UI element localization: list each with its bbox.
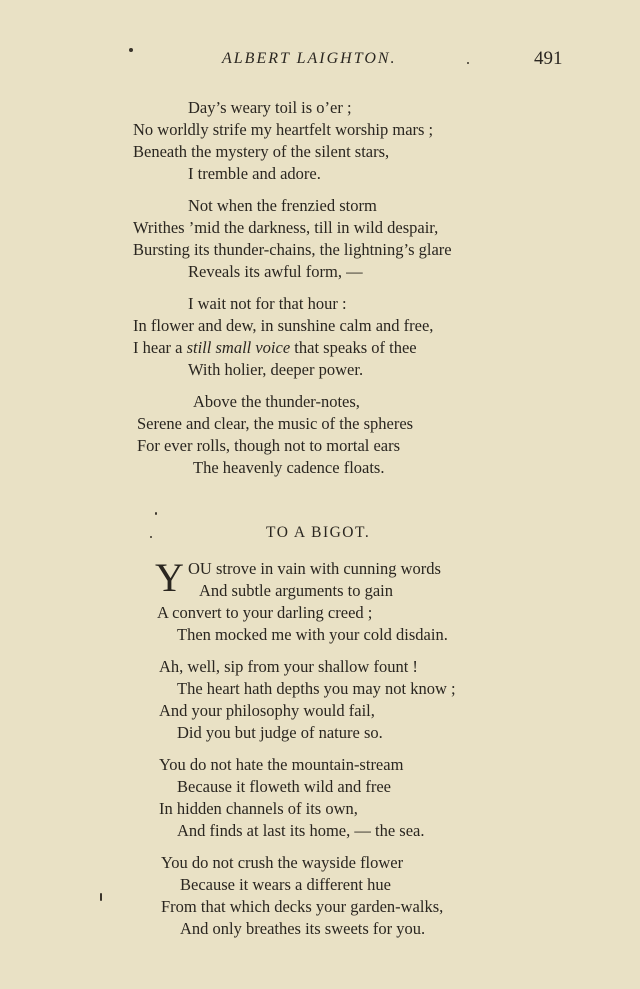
poem-line: In hidden channels of its own, <box>159 799 358 818</box>
poem-line: In flower and dew, in sunshine calm and free, <box>133 316 434 335</box>
poem-line: Beneath the mystery of the silent stars, <box>133 142 390 161</box>
poem-line: Because it floweth wild and free <box>177 777 391 796</box>
poem-line: Writhes ’mid the darkness, till in wild despair, <box>133 218 439 237</box>
print-speck <box>150 536 152 538</box>
poem-line: Did you but judge of nature so. <box>177 723 383 742</box>
poem-line: And subtle arguments to gain <box>199 581 394 600</box>
poem-line: I tremble and adore. <box>188 164 321 183</box>
running-head: ALBERT LAIGHTON. <box>222 50 397 67</box>
poem-line: And finds at last its home, — the sea. <box>177 821 425 840</box>
poem-line: You do not crush the wayside flower <box>161 853 404 872</box>
poem-line: OU strove in vain with cunning words <box>188 559 441 578</box>
poem-line: I wait not for that hour : <box>188 294 347 313</box>
poem-line: Day’s weary toil is o’er ; <box>188 98 352 117</box>
italic-phrase: still small voice <box>186 338 291 357</box>
poem-line: Above the thunder-notes, <box>193 392 360 411</box>
line-text: that speaks of thee <box>290 338 417 357</box>
drop-cap: Y <box>155 555 184 600</box>
poem-line: Serene and clear, the music of the spheres <box>137 414 414 433</box>
poem-line: A convert to your darling creed ; <box>157 603 373 622</box>
page-number: 491 <box>534 48 563 69</box>
poem-line: Ah, well, sip from your shallow fount ! <box>159 657 418 676</box>
line-text: I hear a <box>133 338 187 357</box>
poem-line: The heart hath depths you may not know ; <box>177 679 456 698</box>
poem-line: From that which decks your garden-walks, <box>161 897 444 916</box>
print-speck <box>100 893 102 901</box>
poem-line: And your philosophy would fail, <box>159 701 375 720</box>
poem-line: And only breathes its sweets for you. <box>180 919 426 938</box>
poem-line-emphasis <box>133 338 417 358</box>
poem-line: Bursting its thunder-chains, the lightning’s glare <box>133 240 452 259</box>
poem-line: Reveals its awful form, — <box>188 262 363 281</box>
poem-line: You do not hate the mountain-stream <box>159 755 404 774</box>
print-speck <box>155 512 157 515</box>
print-speck <box>129 48 133 52</box>
poem-line: The heavenly cadence floats. <box>193 458 385 477</box>
poem-title: TO A BIGOT. <box>266 524 371 541</box>
poem-line: Then mocked me with your cold disdain. <box>177 625 448 644</box>
poem-line: No worldly strife my heartfelt worship mars ; <box>133 120 434 139</box>
poem-line: For ever rolls, though not to mortal ears <box>137 436 401 455</box>
poem-line: With holier, deeper power. <box>188 360 364 379</box>
poem-line: Because it wears a different hue <box>180 875 391 894</box>
print-speck <box>467 62 469 64</box>
poem-line: Not when the frenzied storm <box>188 196 377 215</box>
